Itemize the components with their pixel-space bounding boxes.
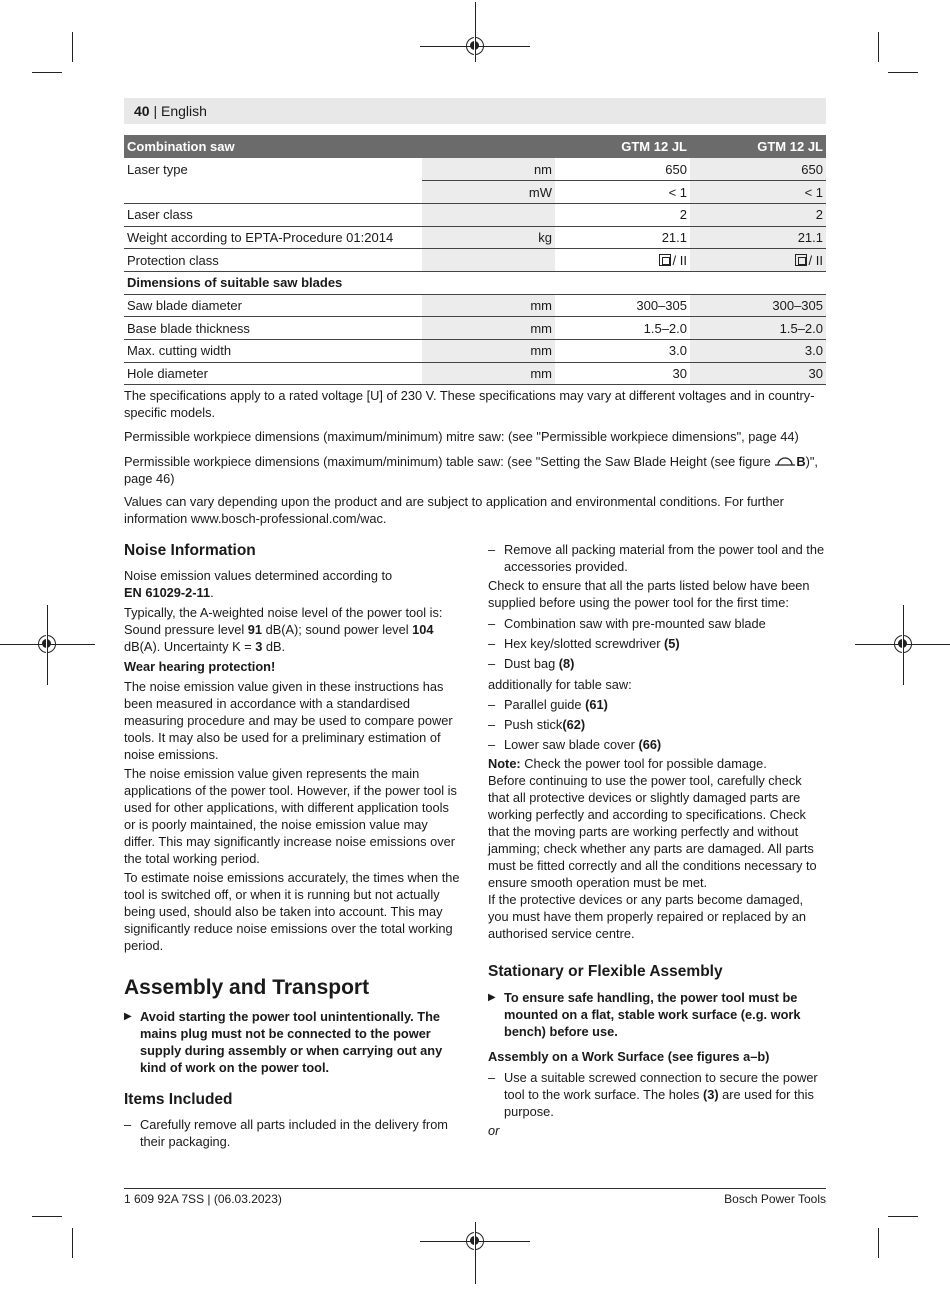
table-cell: 650	[555, 158, 690, 181]
crop-mark	[878, 1228, 879, 1258]
noise-value: 3	[255, 639, 263, 654]
footer-divider	[124, 1188, 826, 1189]
crop-mark	[888, 1216, 918, 1217]
table-row	[124, 271, 826, 294]
spec-table	[124, 135, 826, 385]
table-row	[124, 340, 826, 363]
crop-mark	[888, 72, 918, 73]
table-row	[124, 181, 826, 204]
table-header-row	[124, 135, 826, 158]
registration-mark-icon	[466, 1232, 484, 1250]
or-text: or	[488, 1123, 500, 1138]
note-text: Check the power tool for possible damage.	[520, 756, 767, 771]
paragraph: The noise emission value given in these instructions has been measured in accordance with a standardised measuring procedure and may be used to compare power tools. It may also be used for a preliminary estimation of noise emissions.	[124, 679, 453, 762]
part-number: (3)	[702, 1087, 719, 1102]
note-text: Permissible workpiece dimensions (maximum/minimum) table saw: (see "Setting the Saw Blade Height (see figure	[124, 454, 775, 469]
table-cell: mm	[422, 362, 555, 385]
table-cell: 3.0	[555, 340, 690, 363]
noise-text: Typically, the A-weighted noise level of the power tool is: Sound pressure level	[124, 605, 443, 637]
table-cell: 30	[555, 362, 690, 385]
list-item: – Carefully remove all parts included in the delivery from their packaging.	[124, 1116, 460, 1150]
noise-value: 91	[247, 622, 263, 637]
table-row	[124, 317, 826, 340]
part-number: (5)	[664, 636, 680, 651]
page-header: 40 | English	[124, 98, 826, 124]
crop-mark	[72, 32, 73, 62]
paragraph: To estimate noise emissions accurately, the times when the tool is switched off, or when it is running but not actually being used, should also be taken into account. This may significantly reduce noise emissions over the total working period.	[124, 870, 460, 953]
list-item	[488, 736, 826, 753]
paragraph: Check to ensure that all the parts listed below have been supplied before using the power tool for the first time:	[488, 578, 810, 610]
table-cell: nm	[422, 158, 555, 181]
table-cell: 1.5–2.0	[555, 317, 690, 340]
registration-mark-icon	[38, 635, 56, 653]
table-cell: mm	[422, 317, 555, 340]
table-cell: mm	[422, 340, 555, 363]
table-row	[124, 203, 826, 226]
table-cell	[555, 249, 690, 272]
table-cell: 30	[690, 362, 826, 385]
list-item-text: Parallel guide	[504, 697, 586, 712]
table-cell: 300–305	[690, 294, 826, 317]
table-cell: 300–305	[555, 294, 690, 317]
list-item-text: Lower saw blade cover	[504, 737, 639, 752]
table-cell	[124, 181, 422, 204]
table-cell: 21.1	[690, 226, 826, 249]
crop-mark	[878, 32, 879, 62]
saw-blade-height-icon	[774, 456, 796, 466]
note-values: Values can vary depending upon the product and are subject to application and environmental conditions. For further information www.bosch-professional.com/wac.	[124, 494, 784, 526]
right-column	[488, 541, 826, 1139]
list-item-text: Combination saw with pre-mounted saw blade	[504, 616, 766, 631]
noise-standard-paragraph	[124, 567, 460, 601]
section-title: Assembly and Transport	[124, 976, 370, 999]
part-number: (8)	[558, 656, 575, 671]
list-item-text: Dust bag	[504, 656, 559, 671]
note-label: Note:	[488, 756, 521, 771]
page-number: 40	[134, 103, 150, 119]
section-title: Stationary or Flexible Assembly	[488, 963, 723, 980]
page-language: English	[161, 103, 207, 119]
registration-mark-icon	[466, 37, 484, 55]
warning-item: ▶ Avoid starting the power tool unintentionally. The mains plug must not be connected to the power supply during assembly or when carrying out any kind of work on the power tool.	[124, 1008, 460, 1076]
list-item	[488, 635, 826, 652]
table-cell: Laser class	[124, 203, 422, 226]
table-cell: Protection class	[124, 249, 422, 272]
protection-class-icon	[659, 254, 671, 266]
table-cell: Saw blade diameter	[124, 294, 422, 317]
paragraph: additionally for table saw:	[488, 677, 632, 692]
protection-class-value: / II	[808, 252, 823, 268]
subsection-title: Assembly on a Work Surface (see figures a–b)	[488, 1049, 770, 1064]
noise-text: dB(A). Uncertainty K =	[124, 639, 256, 654]
paragraph: The noise emission value given represents the main applications of the power tool. However, if the power tool is used for other applications, with different application tools or is poorly maintained, the noise emission value may differ. This may significantly increase noise emissions over the total working period.	[124, 766, 457, 866]
noise-text: dB.	[262, 639, 286, 654]
table-cell: Weight according to EPTA-Procedure 01:2014	[124, 226, 422, 249]
list-item	[488, 696, 826, 713]
table-cell: Laser type	[127, 161, 188, 177]
table-header-cell: GTM 12 JL	[690, 135, 826, 158]
table-cell: 21.1	[555, 226, 690, 249]
table-cell	[422, 249, 555, 272]
table-cell: mW	[422, 181, 555, 204]
table-cell: Max. cutting width	[124, 340, 422, 363]
table-cell: < 1	[555, 181, 690, 204]
section-title: Noise Information	[124, 542, 256, 559]
table-header-cell	[422, 135, 555, 158]
table-cell: kg	[422, 226, 555, 249]
table-header-cell: Combination saw	[124, 135, 422, 158]
registration-mark-icon	[894, 635, 912, 653]
noise-value: 104	[412, 622, 434, 637]
list-item-text: Hex key/slotted screwdriver	[504, 636, 665, 651]
crop-mark	[32, 72, 62, 73]
noise-text: Noise emission values determined according to	[124, 568, 393, 583]
hearing-warning: Wear hearing protection!	[124, 659, 276, 674]
table-cell: 650	[690, 158, 826, 181]
table-row	[124, 158, 826, 181]
footer-brand: Bosch Power Tools	[724, 1192, 826, 1206]
protection-class-icon	[795, 254, 807, 266]
list-item	[488, 615, 826, 632]
table-cell	[555, 271, 690, 294]
paragraph: Before continuing to use the power tool, carefully check that all protective devices or slightly damaged parts are working perfectly and according to specifications. Check that the moving parts are working perfectly and without jamming; check whether any parts are damaged. All parts must be fitted correctly and all the conditions necessary to ensure smooth operation must be met.	[488, 773, 817, 890]
table-cell: < 1	[690, 181, 826, 204]
table-row	[124, 226, 826, 249]
list-item-text: Push stick	[504, 717, 563, 732]
protection-class-value: / II	[672, 252, 687, 268]
crop-mark	[72, 1228, 73, 1258]
table-cell	[690, 249, 826, 272]
part-number: (62)	[562, 717, 586, 732]
part-number: (61)	[585, 697, 608, 712]
list-item	[488, 716, 826, 733]
list-item: – Remove all packing material from the power tool and the accessories provided.	[488, 541, 826, 575]
noise-standard: EN 61029-2-11	[124, 585, 211, 600]
paragraph: If the protective devices or any parts become damaged, you must have them properly repaired or replaced by an authorised service centre.	[488, 892, 806, 941]
table-row	[124, 294, 826, 317]
footer-code: 1 609 92A 7SS | (06.03.2023)	[124, 1192, 282, 1206]
table-cell: 2	[555, 203, 690, 226]
noise-level-paragraph	[124, 604, 460, 655]
table-cell	[422, 203, 555, 226]
table-cell: 1.5–2.0	[690, 317, 826, 340]
section-title: Items Included	[124, 1091, 233, 1108]
table-row	[124, 362, 826, 385]
table-header-cell: GTM 12 JL	[555, 135, 690, 158]
list-item-text: are used for this purpose.	[504, 1087, 814, 1119]
table-cell	[422, 271, 555, 294]
table-cell	[690, 271, 826, 294]
warning-item: ▶ To ensure safe handling, the power tool must be mounted on a flat, stable work surface (e.g. work bench) before use.	[488, 989, 826, 1040]
crop-mark	[32, 1216, 62, 1217]
list-item	[488, 655, 826, 672]
table-subheading: Dimensions of suitable saw blades	[124, 271, 422, 294]
note-text: )", page 46)	[124, 454, 818, 486]
table-cell: mm	[422, 294, 555, 317]
noise-text: .	[210, 585, 214, 600]
list-item	[488, 1069, 826, 1120]
part-number: (66)	[638, 737, 662, 752]
table-cell: 2	[690, 203, 826, 226]
table-cell: Base blade thickness	[124, 317, 422, 340]
table-row	[124, 249, 826, 272]
left-column	[124, 541, 460, 1150]
list-item-text: Use a suitable screwed connection to secure the power tool to the work surface. The holes	[504, 1070, 818, 1102]
figure-letter: B	[796, 454, 806, 469]
table-cell: Hole diameter	[124, 362, 422, 385]
note-table-saw	[124, 453, 826, 487]
note-voltage: The specifications apply to a rated voltage [U] of 230 V. These specifications may vary at different voltages and in country-specific models.	[124, 388, 815, 420]
note-mitre-saw: Permissible workpiece dimensions (maximum/minimum) mitre saw: (see "Permissible workpiece dimensions", page 44)	[124, 429, 799, 444]
table-cell: 3.0	[690, 340, 826, 363]
noise-text: dB(A); sound power level	[262, 622, 413, 637]
note-paragraph	[488, 755, 826, 772]
